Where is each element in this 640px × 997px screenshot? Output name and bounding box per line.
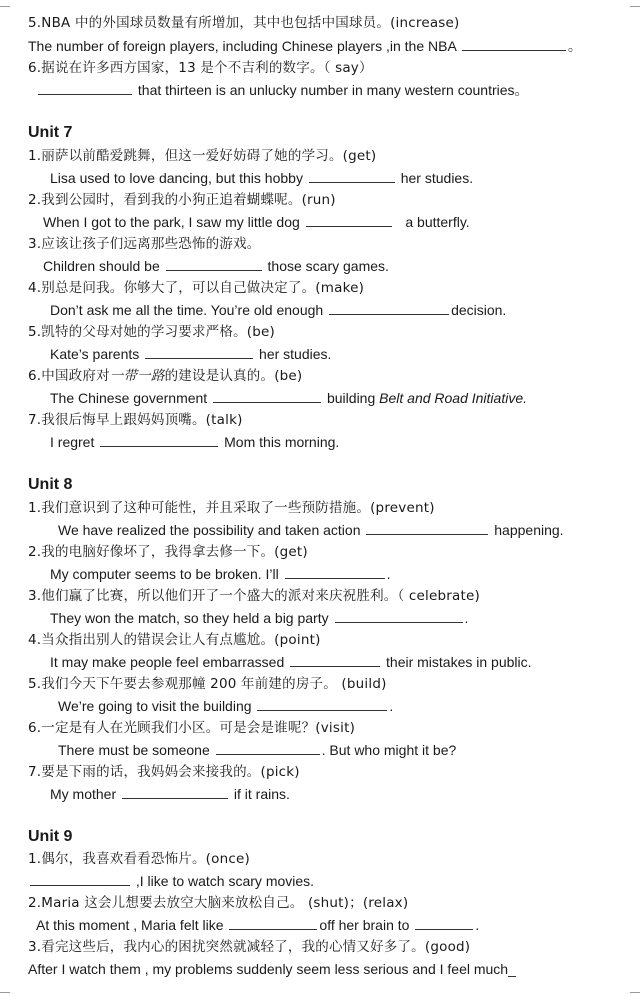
sentence-part: that thirteen is an unlucky number in many western countries。 xyxy=(137,82,529,98)
answer-blank[interactable] xyxy=(257,697,387,711)
sentence-part: The Chinese government xyxy=(50,390,208,406)
question-en xyxy=(50,345,331,363)
answer-blank[interactable] xyxy=(335,609,463,623)
question-zh: 1.我们意识到了这种可能性，并且采取了一些预防措施。(prevent) xyxy=(28,500,435,516)
answer-blank[interactable] xyxy=(100,433,218,447)
sentence-part: a butterfly. xyxy=(405,214,470,230)
sentence-part: building xyxy=(326,390,376,406)
question-zh: 3.应该让孩子们远离那些恐怖的游戏。 xyxy=(28,236,261,252)
sentence-part: My mother xyxy=(50,786,117,802)
question-en xyxy=(50,169,473,187)
sentence-part: her studies. xyxy=(400,170,474,186)
sentence-part: Mom this morning. xyxy=(224,434,340,450)
sentence-part: if it rains. xyxy=(233,786,290,802)
sentence-part: those scary games. xyxy=(267,258,389,274)
sentence-part: At this moment , Maria felt like xyxy=(36,917,224,933)
sentence-part: When I got to the park, I saw my little dog xyxy=(43,214,300,230)
question-zh: 1.丽萨以前酷爱跳舞，但这一爱好妨碍了她的学习。(get) xyxy=(28,148,377,164)
sentence-part: their mistakes in public. xyxy=(386,654,532,670)
answer-blank[interactable] xyxy=(216,741,320,755)
sentence-part: Children should be xyxy=(43,258,160,274)
sentence-part: We have realized the possibility and taken action xyxy=(58,522,361,538)
sentence-part: The number of foreign players, including Chinese players ,in the NBA xyxy=(28,38,457,54)
answer-blank[interactable] xyxy=(290,653,380,667)
question-zh: 5.我们今天下午要去参观那幢 200 年前建的房子。 (build) xyxy=(28,676,387,692)
question-en xyxy=(50,609,468,627)
answer-blank[interactable] xyxy=(213,389,321,403)
question-zh: 1.偶尔，我喜欢看看恐怖片。(once) xyxy=(28,851,250,867)
answer-blank[interactable] xyxy=(462,37,566,51)
sentence-part: off her brain to xyxy=(319,917,410,933)
italic-term: Belt and Road Initiative. xyxy=(379,390,528,406)
unit-heading: Unit 9 xyxy=(28,828,73,845)
sentence-part: There must be someone xyxy=(58,742,210,758)
sentence-part: ,I like to watch scary movies. xyxy=(135,873,315,889)
sentence-part: 6.中国政府对 xyxy=(28,368,110,384)
answer-blank[interactable] xyxy=(30,872,130,886)
question-en xyxy=(58,521,564,539)
question-en xyxy=(28,872,314,890)
question-en xyxy=(28,37,582,55)
answer-blank[interactable] xyxy=(145,345,253,359)
sentence-part: decision. xyxy=(451,302,507,318)
sentence-part: Don’t ask me all the time. You’re old enough xyxy=(50,302,324,318)
question-zh: 6.一定是有人在光顾我们小区。可是会是谁呢？(visit) xyxy=(28,720,356,736)
question-en xyxy=(58,741,456,759)
question-zh: 2.Maria 这会儿想要去放空大脑来放松自己。 (shut)；(relax) xyxy=(28,895,409,911)
italic-term: 一带一路 xyxy=(109,368,165,384)
sentence-part: We’re going to visit the building xyxy=(58,698,252,714)
question-zh: 6.据说在许多西方国家，13 是个不吉利的数字。（ say） xyxy=(28,60,373,76)
sentence-part: . xyxy=(464,610,469,626)
question-zh: 4.别总是问我。你够大了，可以自己做决定了。(make) xyxy=(28,280,365,296)
question-zh xyxy=(28,367,302,385)
answer-blank[interactable] xyxy=(366,521,488,535)
question-zh: 5.NBA 中的外国球员数量有所增加，其中也包括中国球员。(increase) xyxy=(28,15,460,31)
sentence-part: 。 xyxy=(567,38,582,54)
sentence-part: . But who might it be? xyxy=(321,742,457,758)
question-en xyxy=(43,213,470,231)
question-zh: 7.我很后悔早上跟妈妈顶嘴。(talk) xyxy=(28,412,243,428)
crop-mark xyxy=(630,6,640,7)
sentence-part: . xyxy=(389,698,394,714)
sentence-part: 的建设是认真的。(be) xyxy=(164,368,303,384)
answer-blank[interactable] xyxy=(415,916,473,930)
question-en xyxy=(36,81,529,99)
question-en xyxy=(50,433,339,451)
question-en xyxy=(50,301,506,319)
sentence-part: Kate’s parents xyxy=(50,346,140,362)
question-zh: 4.当众指出别人的错误会让人有点尴尬。(point) xyxy=(28,632,321,648)
question-en xyxy=(50,785,290,803)
unit-heading: Unit 7 xyxy=(28,124,73,141)
sentence-part: It may make people feel embarrassed xyxy=(50,654,285,670)
sentence-part: My computer seems to be broken. I’ll xyxy=(50,566,279,582)
crop-mark xyxy=(0,992,10,993)
answer-blank[interactable] xyxy=(309,169,395,183)
question-zh: 7.要是下雨的话，我妈妈会来接我的。(pick) xyxy=(28,764,300,780)
crop-mark xyxy=(0,6,10,7)
question-en xyxy=(58,697,393,715)
sentence-part: her studies. xyxy=(259,346,332,362)
question-zh: 3.他们赢了比赛，所以他们开了一个盛大的派对来庆祝胜利。（ celebrate) xyxy=(28,588,480,604)
sentence-part: I regret xyxy=(50,434,95,450)
question-en xyxy=(50,653,532,671)
answer-blank[interactable] xyxy=(166,257,262,271)
question-en xyxy=(50,389,527,407)
question-en xyxy=(50,565,391,583)
crop-mark xyxy=(630,992,640,993)
question-zh: 5.凯特的父母对她的学习要求严格。(be) xyxy=(28,324,275,340)
sentence-part: Lisa used to love dancing, but this hobby xyxy=(50,170,303,186)
answer-blank[interactable] xyxy=(329,301,449,315)
sentence-part: They won the match, so they held a big party xyxy=(50,610,329,626)
sentence-part: happening. xyxy=(494,522,564,538)
question-en xyxy=(36,916,479,934)
question-zh: 2.我到公园时，看到我的小狗正追着蝴蝶呢。(run) xyxy=(28,192,336,208)
question-en xyxy=(43,257,389,275)
sentence-part: . xyxy=(386,566,391,582)
question-en: After I watch them , my problems suddenly seem less serious and I feel much_ xyxy=(28,961,516,977)
answer-blank[interactable] xyxy=(306,213,392,227)
answer-blank[interactable] xyxy=(122,785,228,799)
answer-blank[interactable] xyxy=(285,565,385,579)
question-zh: 3.看完这些后，我内心的困扰突然就减轻了，我的心情又好多了。(good) xyxy=(28,939,471,955)
answer-blank[interactable] xyxy=(38,81,132,95)
answer-blank[interactable] xyxy=(229,916,317,930)
unit-heading: Unit 8 xyxy=(28,476,73,493)
question-zh: 2.我的电脑好像坏了，我得拿去修一下。(get) xyxy=(28,544,308,560)
sentence-part: . xyxy=(475,917,480,933)
